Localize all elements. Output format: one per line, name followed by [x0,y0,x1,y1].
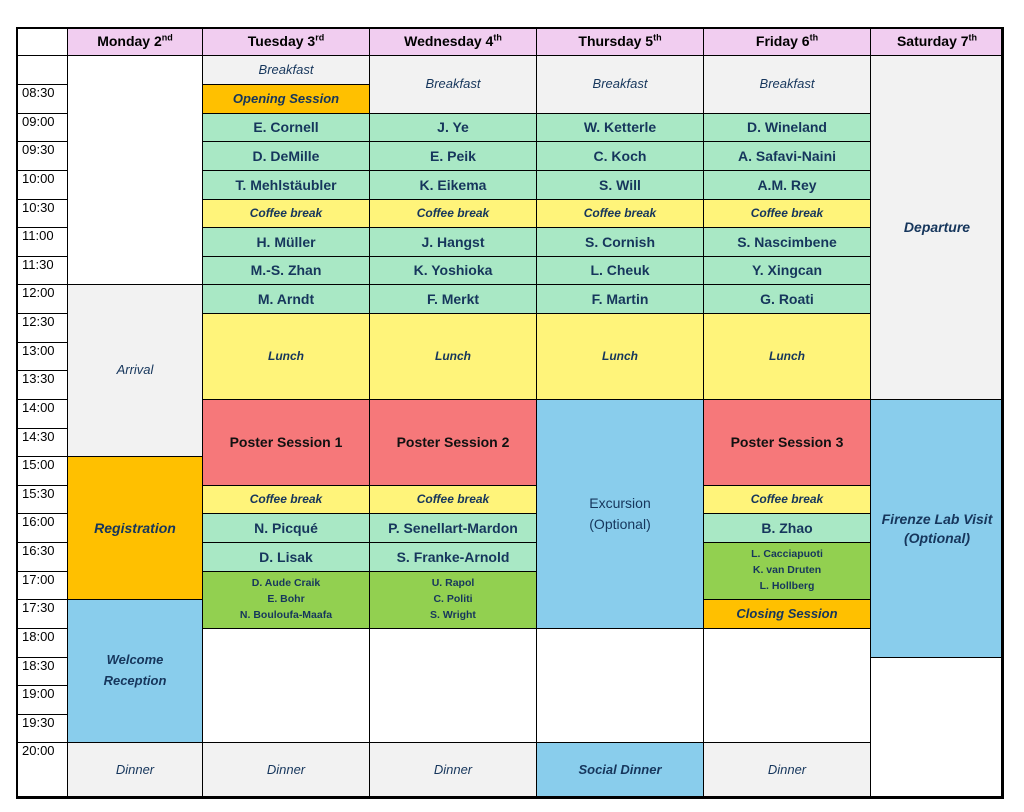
talk-slot [536,141,704,171]
speaker-name: U. Rapol [431,577,475,590]
dinner-text: Dinner [115,762,155,778]
time-text: 14:30 [22,429,55,444]
excursion-text: Excursion [589,495,651,511]
time-label [16,428,68,457]
speaker-name: C. Koch [593,147,647,164]
time-label [16,199,68,228]
talk-slot [703,170,871,200]
speaker-name: K. Yoshioka [413,262,493,279]
talk-slot [369,170,537,200]
time-label [16,571,68,600]
tuesday-dinner [202,742,370,799]
time-label [16,370,68,400]
talk-slot [202,284,370,314]
speaker-name: D. DeMille [252,147,320,164]
speaker-name: S. Nascimbene [737,233,837,250]
time-label [16,399,68,429]
talk-slot [536,113,704,142]
time-label [16,342,68,371]
time-text: 18:30 [22,658,55,673]
speaker-name: L. Hollberg [759,579,815,592]
poster-text: Poster Session 1 [229,434,343,451]
time-label [16,628,68,658]
time-text: 12:30 [22,314,55,329]
time-text: 17:00 [22,572,55,587]
friday-coffee-break [703,199,871,228]
poster-text: Poster Session 3 [730,434,844,451]
speaker-name: W. Ketterle [583,119,657,136]
day-header [369,27,537,56]
opening-text: Opening Session [232,90,340,106]
speaker-name: S. Wright [430,608,476,621]
wednesday-dinner [369,742,537,799]
speaker-name: A. Safavi-Naini [737,147,837,164]
monday-arrival [67,284,203,457]
tuesday-opening-session [202,84,370,114]
time-text: 10:00 [22,171,55,186]
time-text: 09:30 [22,142,55,157]
time-text: 17:30 [22,600,55,615]
talk-slot [369,141,537,171]
wednesday-breakfast [369,55,537,114]
talk-slot [703,513,871,543]
time-text: 20:00 [22,743,55,758]
speaker-name: J. Ye [437,119,469,136]
speaker-name: E. Bohr [267,593,305,606]
tuesday-short-talks [202,571,370,629]
time-label [16,456,68,486]
breakfast-text: Breakfast [592,76,648,92]
departure-text: Departure [903,219,971,236]
dinner-text: Dinner [433,762,473,778]
speaker-name: F. Merkt [426,290,480,307]
time-label [16,141,68,171]
speaker-name: J. Hangst [421,233,485,250]
time-label [16,542,68,572]
breakfast-text: Breakfast [258,61,314,77]
talk-slot [202,141,370,171]
time-text: 19:30 [22,715,55,730]
time-text: 09:00 [22,114,55,129]
time-blank [16,55,68,85]
day-ordinal: rd [315,32,325,43]
day-ordinal: th [968,32,978,43]
time-label [16,170,68,200]
speaker-name: E. Cornell [253,119,319,136]
friday-breakfast [703,55,871,114]
talk-slot [536,170,704,200]
day-header [202,27,370,56]
speaker-name: P. Senellart-Mardon [388,519,518,536]
coffee-text: Coffee break [249,205,323,220]
breakfast-text: Breakfast [759,76,815,92]
wednesday-coffee-break-pm [369,485,537,514]
speaker-name: N. Picqué [254,519,318,536]
day-header [536,27,704,56]
time-label [16,714,68,743]
friday-lunch [703,313,871,400]
time-label [16,485,68,514]
time-text: 15:30 [22,486,55,501]
lunch-text: Lunch [268,348,304,363]
speaker-name: S. Cornish [584,233,655,250]
tuesday-coffee-break [202,199,370,228]
time-text: 13:30 [22,371,55,386]
talk-slot [703,141,871,171]
registration-text: Registration [94,519,176,536]
closing-text: Closing Session [736,605,838,621]
reception-text: Welcome [106,652,164,668]
monday-registration [67,456,203,600]
speaker-name: L. Cheuk [590,262,650,279]
wednesday-lunch [369,313,537,400]
time-text: 11:30 [22,257,54,272]
speaker-name: S. Franke-Arnold [396,548,510,565]
speaker-name: K. van Druten [752,564,822,577]
day-ordinal: nd [161,32,173,43]
speaker-name: G. Roati [760,290,814,307]
tuesday-poster-session [202,399,370,486]
talk-slot [202,513,370,543]
talk-slot [369,513,537,543]
speaker-name: F. Martin [591,290,649,307]
talk-slot [202,542,370,572]
day-ordinal: th [809,32,819,43]
time-text: 15:00 [22,457,55,472]
talk-slot [202,227,370,257]
time-label [16,227,68,257]
lunch-text: Lunch [602,348,638,363]
friday-poster-session [703,399,871,486]
thursday-social-dinner [536,742,704,799]
speaker-name: D. Lisak [259,548,313,565]
time-label [16,284,68,314]
wednesday-poster-session [369,399,537,486]
day-label: Tuesday 3rd [247,32,325,50]
tuesday-breakfast [202,55,370,85]
tuesday-lunch [202,313,370,400]
talk-slot [369,113,537,142]
time-text: 08:30 [22,85,55,100]
talk-slot [202,113,370,142]
social-dinner-text: Social Dinner [578,762,662,778]
saturday-departure [870,55,1004,400]
day-label: Saturday 7th [896,32,978,50]
arrival-text: Arrival [116,362,154,378]
wednesday-coffee-break [369,199,537,228]
speaker-name: C. Politi [433,593,473,606]
thursday-excursion [536,399,704,629]
time-text: 16:00 [22,514,55,529]
reception-text: Reception [103,673,167,688]
monday-morning-empty [67,55,203,285]
lunch-text: Lunch [769,348,805,363]
coffee-text: Coffee break [583,205,657,220]
time-text: 12:00 [22,285,55,300]
speaker-name: Y. Xingcan [751,262,823,279]
wednesday-evening-empty [369,628,537,743]
talk-slot [536,284,704,314]
speaker-name: S. Will [599,176,641,193]
corner-cell [16,27,68,56]
coffee-text: Coffee break [249,491,323,506]
speaker-name: L. Cacciapuoti [751,548,823,561]
speaker-name: T. Mehlstäubler [235,176,337,193]
speaker-name: K. Eikema [419,176,487,193]
day-header [67,27,203,56]
coffee-text: Coffee break [750,205,824,220]
time-text: 16:30 [22,543,55,558]
speaker-name: D. Wineland [747,119,827,136]
time-text: 10:30 [22,200,55,215]
speaker-name: H. Müller [256,233,316,250]
lunch-text: Lunch [435,348,471,363]
lab-visit-text: Firenze Lab Visit [881,511,993,528]
time-text: 14:00 [22,400,55,415]
speaker-name: M.-S. Zhan [250,262,322,279]
talk-slot [536,256,704,285]
lab-visit-text: (Optional) [903,529,971,546]
breakfast-text: Breakfast [425,76,481,92]
time-label [16,313,68,343]
day-label: Wednesday 4th [404,32,502,50]
friday-evening-empty [703,628,871,743]
poster-text: Poster Session 2 [396,434,510,451]
day-label: Thursday 5th [578,32,662,50]
friday-coffee-break-pm [703,485,871,514]
dinner-text: Dinner [266,762,306,778]
talk-slot [202,256,370,285]
talk-slot [369,542,537,572]
day-label: Friday 6th [755,32,819,50]
talk-slot [369,284,537,314]
time-label [16,256,68,285]
monday-dinner [67,742,203,799]
time-label [16,84,68,114]
coffee-text: Coffee break [750,491,824,506]
speaker-name: M. Arndt [257,290,315,307]
talk-slot [369,227,537,257]
tuesday-coffee-break-pm [202,485,370,514]
dinner-text: Dinner [767,762,807,778]
time-text: 18:00 [22,629,55,644]
coffee-text: Coffee break [416,491,490,506]
thursday-evening-empty [536,628,704,743]
talk-slot [369,256,537,285]
time-text: 13:00 [22,343,55,358]
day-header [870,27,1004,56]
thursday-coffee-break [536,199,704,228]
time-text: 11:00 [22,228,54,243]
friday-short-talks [703,542,871,600]
talk-slot [703,113,871,142]
thursday-breakfast [536,55,704,114]
day-ordinal: th [653,32,662,43]
speaker-name: D. Aude Craik [251,577,321,590]
time-text: 19:00 [22,686,55,701]
time-label [16,599,68,629]
saturday-evening-empty [870,657,1004,799]
time-label [16,113,68,142]
tuesday-evening-empty [202,628,370,743]
speaker-name: E. Peik [430,147,476,164]
talk-slot [536,227,704,257]
speaker-name: N. Bouloufa-Maafa [239,608,333,621]
saturday-lab-visit [870,399,1004,658]
time-label [16,742,68,799]
talk-slot [703,284,871,314]
speaker-name: B. Zhao [761,519,813,536]
excursion-text: (Optional) [589,516,651,532]
friday-dinner [703,742,871,799]
time-label [16,657,68,686]
time-label [16,513,68,543]
thursday-lunch [536,313,704,400]
talk-slot [703,256,871,285]
monday-welcome-reception [67,599,203,743]
talk-slot [202,170,370,200]
talk-slot [703,227,871,257]
wednesday-short-talks [369,571,537,629]
speaker-name: A.M. Rey [757,176,817,193]
day-header [703,27,871,56]
time-label [16,685,68,715]
friday-closing-session [703,599,871,629]
day-label: Monday 2nd [97,32,173,50]
day-ordinal: th [493,32,502,43]
coffee-text: Coffee break [416,205,490,220]
